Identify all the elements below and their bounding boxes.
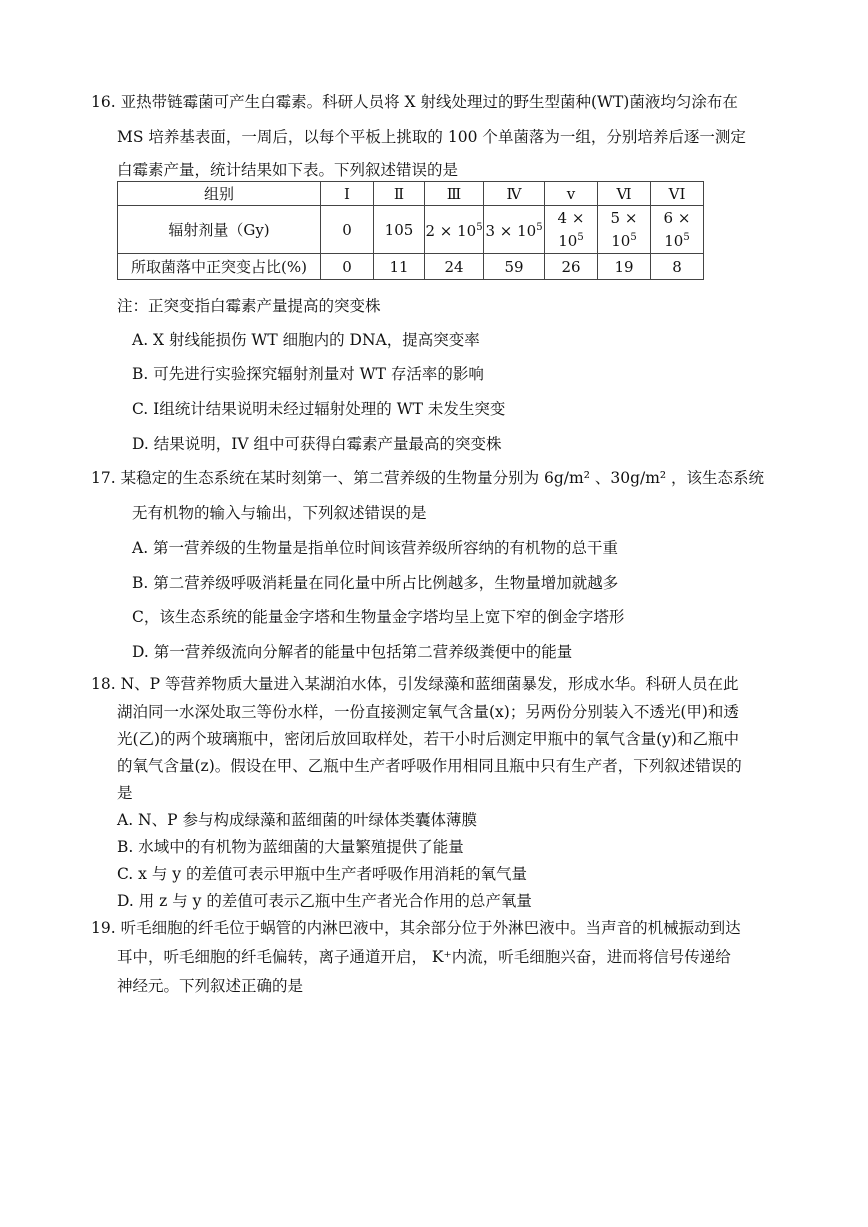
table-cell: 0 <box>321 254 374 280</box>
dose-exponent: 5 <box>536 222 543 233</box>
q16-option-a: A. X 射线能损伤 WT 细胞内的 DNA，提高突变率 <box>132 331 480 349</box>
table-cell: 26 <box>545 254 598 280</box>
dose-exponent: 5 <box>630 232 637 243</box>
dose-coefficient: 5 × <box>610 209 638 227</box>
q16-option-d: D. 结果说明，IV 组中可获得白霉素产量最高的突变株 <box>132 435 502 453</box>
table-cell: 19 <box>598 254 651 280</box>
dose-exponent: 5 <box>476 222 483 233</box>
q17-stem-line-2: 无有机物的输入与输出，下列叙述错误的是 <box>132 504 427 522</box>
table-header-cell: v <box>545 182 598 206</box>
table-cell: 0 <box>321 206 374 254</box>
table-header-cell: Ⅵ <box>598 182 651 206</box>
q16-option-c: C. Ⅰ组统计结果说明未经过辐射处理的 WT 未发生突变 <box>132 400 506 418</box>
table-cell <box>425 206 484 254</box>
q19-stem-line-1: 19. 听毛细胞的纤毛位于蜗管的内淋巴液中，其余部分位于外淋巴液中。当声音的机械振动到达 <box>91 919 741 937</box>
dose-coefficient: 6 × <box>663 209 691 227</box>
table-cell: 24 <box>425 254 484 280</box>
q18-stem-line-1: 18. N、P 等营养物质大量进入某湖泊水体，引发绿藻和蓝细菌暴发，形成水华。科研人员在此 <box>91 675 739 693</box>
q18-option-a: A. N、P 参与构成绿藻和蓝细菌的叶绿体类囊体薄膜 <box>117 811 477 829</box>
table-cell <box>598 206 651 254</box>
dose-base: 10 <box>611 232 631 250</box>
table-cell <box>484 206 545 254</box>
q18-option-d: D. 用 z 与 y 的差值可表示乙瓶中生产者光合作用的总产氧量 <box>117 892 532 910</box>
table-header-cell: VI <box>651 182 704 206</box>
q16-stem-line-3: 白霉素产量，统计结果如下表。下列叙述错误的是 <box>117 161 459 179</box>
q17-option-a: A. 第一营养级的生物量是指单位时间该营养级所容纳的有机物的总干重 <box>132 539 619 557</box>
table-cell: 8 <box>651 254 704 280</box>
table-header-row <box>118 182 704 206</box>
q17-stem-line-1: 17. 某稳定的生态系统在某时刻第一、第二营养级的生物量分别为 6g/m² 、30g/m² ，该生态系统 <box>91 469 765 487</box>
q19-stem-line-3: 神经元。下列叙述正确的是 <box>117 977 304 995</box>
dose-coefficient: 3 × 10 <box>485 222 537 240</box>
q17-option-d: D. 第一营养级流向分解者的能量中包括第二营养级粪便中的能量 <box>132 643 573 661</box>
q16-note: 注：正突变指白霉素产量提高的突变株 <box>117 297 381 315</box>
q17-option-c: C，该生态系统的能量金字塔和生物量金字塔均呈上宽下窄的倒金字塔形 <box>132 608 625 626</box>
q18-stem-line-3: 光(乙)的两个玻璃瓶中，密闭后放回取样处，若干小时后测定甲瓶中的氧气含量(y)和乙瓶中 <box>117 730 739 748</box>
dose-base: 10 <box>558 232 578 250</box>
table-cell: 11 <box>374 254 425 280</box>
table-header-cell: Ⅲ <box>425 182 484 206</box>
q18-stem-line-4: 的氧气含量(z)。假设在甲、乙瓶中生产者呼吸作用相同且瓶中只有生产者，下列叙述错误的 <box>117 757 742 775</box>
table-row-mutation <box>118 254 704 280</box>
table-row-dose <box>118 206 704 254</box>
dose-exponent: 5 <box>577 232 584 243</box>
q16-stem-line-2: MS 培养基表面，一周后，以每个平板上挑取的 100 个单菌落为一组，分别培养后逐一测定 <box>117 128 746 146</box>
q18-stem-line-2: 湖泊同一水深处取三等份水样，一份直接测定氧气含量(x)；另两份分别装入不透光(甲)和透 <box>117 703 739 721</box>
q18-option-b: B. 水域中的有机物为蓝细菌的大量繁殖提供了能量 <box>117 838 464 856</box>
table-cell <box>651 206 704 254</box>
dose-base: 10 <box>664 232 684 250</box>
dose-coefficient: 4 × <box>557 209 585 227</box>
table-cell: 59 <box>484 254 545 280</box>
table-header-cell: Ⅰ <box>321 182 374 206</box>
q18-stem-line-5: 是 <box>117 784 133 802</box>
results-table <box>117 181 704 280</box>
dose-exponent: 5 <box>683 232 690 243</box>
table-header-cell: 组别 <box>118 182 321 206</box>
q19-stem-line-2: 耳中，听毛细胞的纤毛偏转，离子通道开启， K⁺内流，听毛细胞兴奋，进而将信号传递给 <box>117 948 731 966</box>
q16-stem-line-1: 16. 亚热带链霉菌可产生白霉素。科研人员将 X 射线处理过的野生型菌种(WT)菌液均匀涂布在 <box>91 93 738 111</box>
q18-option-c: C. x 与 y 的差值可表示甲瓶中生产者呼吸作用消耗的氧气量 <box>117 865 527 883</box>
q16-option-b: B. 可先进行实验探究辐射剂量对 WT 存活率的影响 <box>132 365 484 383</box>
table-cell <box>545 206 598 254</box>
table-header-cell: Ⅳ <box>484 182 545 206</box>
table-row-label: 所取菌落中正突变占比(%) <box>118 254 321 280</box>
dose-coefficient: 2 × 10 <box>425 222 477 240</box>
q17-option-b: B. 第二营养级呼吸消耗量在同化量中所占比例越多，生物量增加就越多 <box>132 574 619 592</box>
table-header-cell: Ⅱ <box>374 182 425 206</box>
table-row-label: 辐射剂量（Gy) <box>118 206 321 254</box>
table-cell: 105 <box>374 206 425 254</box>
